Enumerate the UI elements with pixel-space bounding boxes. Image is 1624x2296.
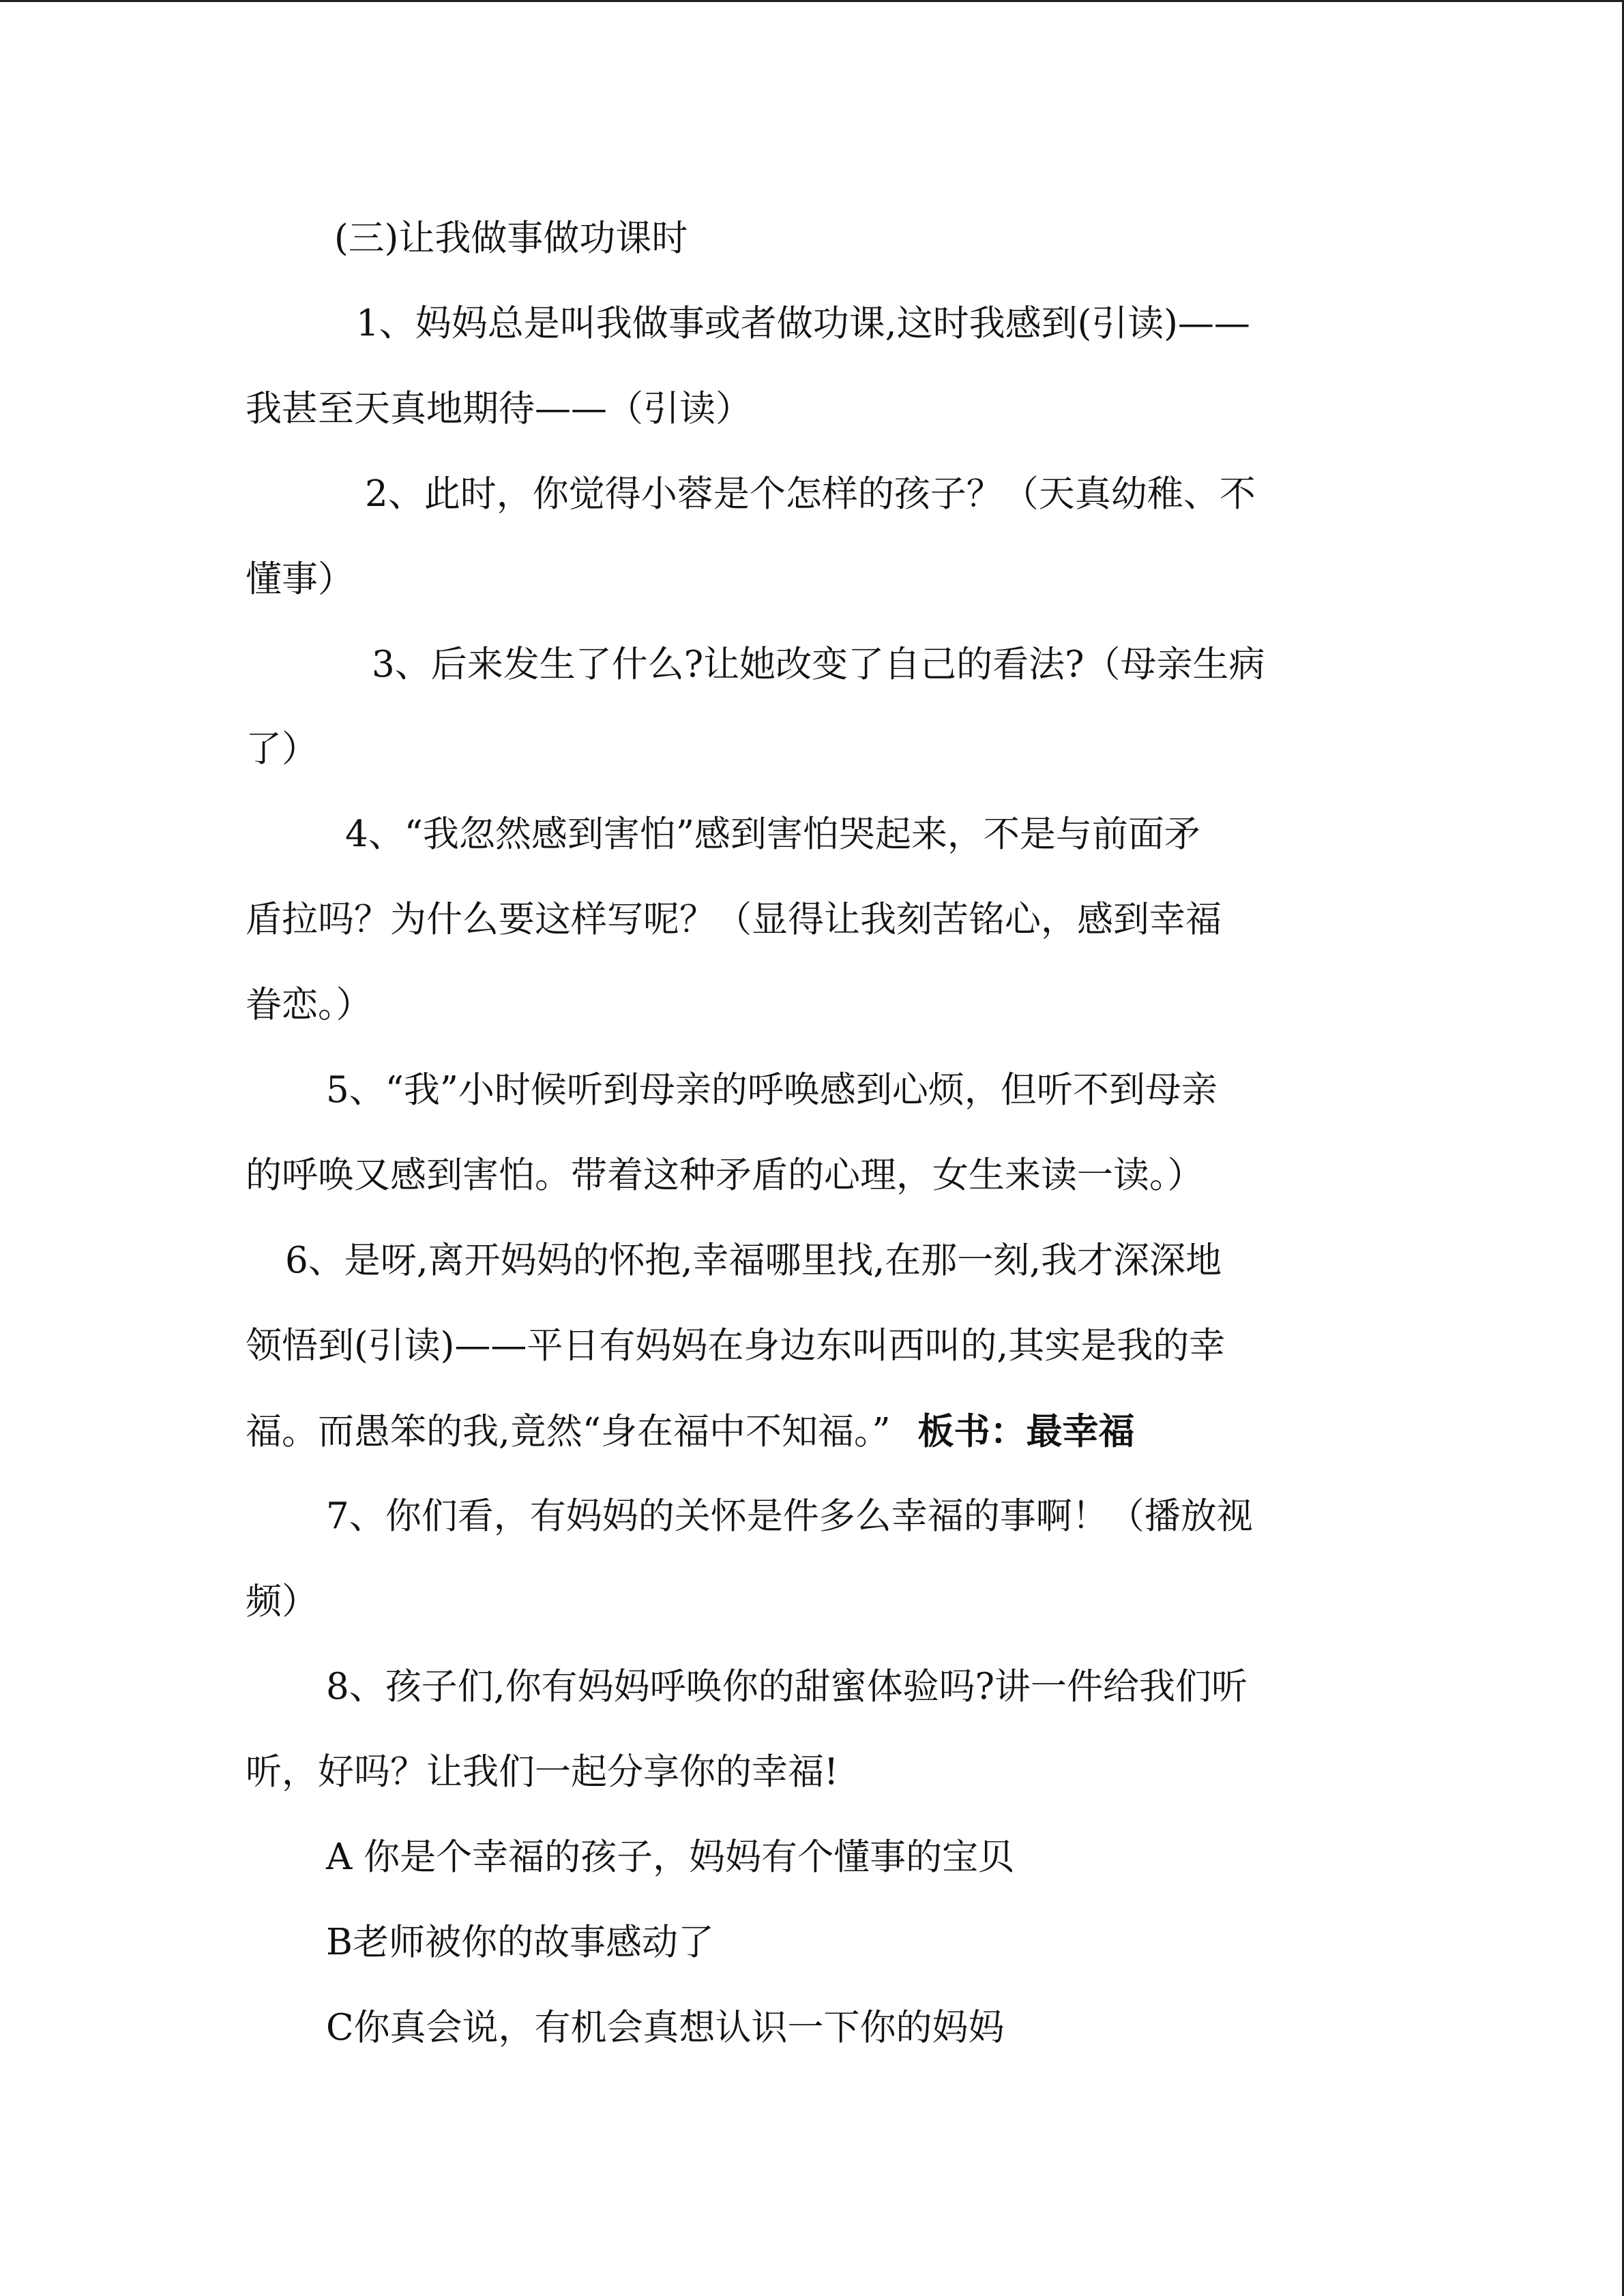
paragraph-3-line-2: 了）	[246, 728, 318, 770]
paragraph-7-line-1: 7、你们看，有妈妈的关怀是件多么幸福的事啊！（播放视	[326, 1495, 1253, 1537]
option-a: A 你是个幸福的孩子，妈妈有个懂事的宝贝	[326, 1836, 1015, 1878]
paragraph-5-line-2: 的呼唤又感到害怕。带着这种矛盾的心理，女生来读一读。）	[246, 1154, 1204, 1196]
paragraph-1-line-1: 1、妈妈总是叫我做事或者做功课,这时我感到(引读)——	[356, 303, 1250, 344]
paragraph-2-line-2: 懂事）	[246, 558, 354, 600]
paragraph-7-line-2: 频）	[246, 1581, 318, 1622]
paragraph-2-line-1: 2、此时，你觉得小蓉是个怎样的孩子？（天真幼稚、不	[365, 473, 1256, 515]
paragraph-5-line-1: 5、“我”小时候听到母亲的呼唤感到心烦，但听不到母亲	[326, 1069, 1217, 1111]
paragraph-6-line-2: 领悟到(引读)——平日有妈妈在身边东叫西叫的,其实是我的幸	[246, 1325, 1226, 1367]
paragraph-1-line-2: 我甚至天真地期待——（引读）	[246, 388, 752, 430]
paragraph-4-line-2: 盾拉吗？为什么要这样写呢？（显得让我刻苦铭心，感到幸福	[246, 899, 1222, 940]
paragraph-6-line-3-text: 福。而愚笨的我,竟然“身在福中不知福。”	[246, 1411, 891, 1452]
option-c: C你真会说，有机会真想认识一下你的妈妈	[326, 2007, 1005, 2048]
paragraph-4-line-3: 眷恋。）	[246, 984, 372, 1026]
option-b: B老师被你的故事感动了	[326, 1922, 714, 1963]
page-top-border	[0, 0, 1624, 2]
paragraph-8-line-1: 8、孩子们,你有妈妈呼唤你的甜蜜体验吗?讲一件给我们听	[326, 1666, 1247, 1708]
paragraph-8-line-2: 听，好吗？让我们一起分享你的幸福!	[246, 1751, 839, 1793]
paragraph-6-line-3	[246, 1410, 1135, 1454]
paragraph-4-line-1: 4、“我忽然感到害怕”感到害怕哭起来，不是与前面矛	[345, 814, 1200, 855]
section-heading: (三)让我做事做功课时	[334, 218, 688, 259]
board-note: 板书：最幸福	[917, 1410, 1135, 1452]
paragraph-6-line-1: 6、是呀,离开妈妈的怀抱,幸福哪里找,在那一刻,我才深深地	[285, 1240, 1222, 1281]
paragraph-3-line-1: 3、后来发生了什么?让她改变了自己的看法?（母亲生病	[372, 644, 1265, 685]
